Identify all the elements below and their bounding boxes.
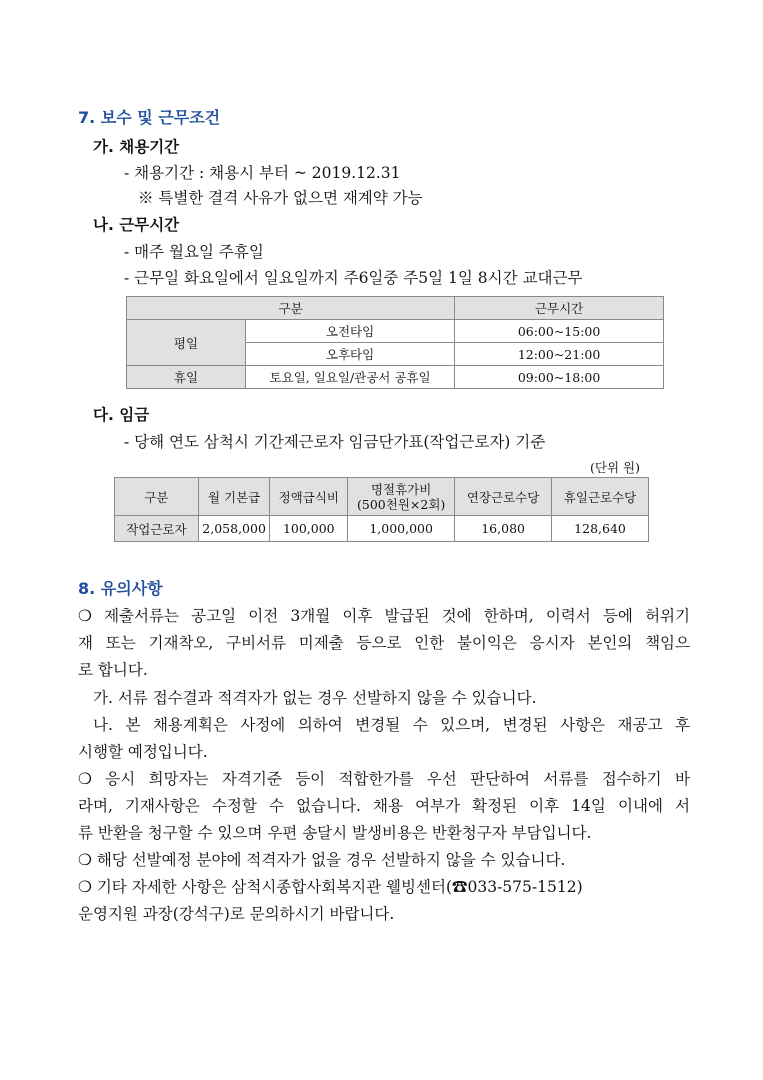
contract-note: ※ 특별한 결격 사유가 없으면 재계약 가능 [138, 189, 423, 207]
wage-row-label: 작업근로자 [115, 516, 199, 542]
work-hours-table [126, 296, 664, 389]
work-days-line: - 근무일 화요일에서 일요일까지 주6일중 주5일 1일 8시간 교대근무 [124, 269, 583, 287]
wage-table [114, 477, 649, 542]
notice-para-4: 라며, 기재사항은 수정할 수 없습니다. 채용 여부가 확정된 이후 14일 이내에 서 [78, 797, 690, 815]
notice-para-2: 가. 서류 접수결과 적격자가 없는 경우 선발하지 않을 수 있습니다. [93, 689, 537, 707]
wage-basis-line: - 당해 연도 삼척시 기간제근로자 임금단가표(작업근로자) 기준 [124, 433, 546, 451]
wage-header: 휴일근로수당 [552, 478, 649, 516]
notice-para-3: 시행할 예정입니다. [78, 743, 208, 761]
employment-period: - 채용기간 : 채용시 부터 ~ 2019.12.31 [124, 164, 401, 182]
wage-header: 월 기본급 [198, 478, 270, 516]
weekday-cell: 평일 [127, 320, 246, 366]
subsection-da-title: 다. 임금 [93, 406, 150, 424]
section-8-title: 8. 유의사항 [78, 579, 163, 598]
holiday-desc-cell: 토요일, 일요일/관공서 공휴일 [245, 366, 454, 389]
notice-para-6: ❍ 기타 자세한 사항은 삼척시종합사회복지관 웰빙센터(☎033-575-1512) [78, 878, 583, 896]
notice-para-1: 재 또는 기재착오, 구비서류 미제출 등으로 인한 불이익은 응시자 본인의 책임으 [78, 634, 690, 652]
table-header-type: 구분 [127, 297, 455, 320]
wage-cell: 16,080 [455, 516, 552, 542]
morning-shift-cell: 오전타임 [245, 320, 454, 343]
wage-header: 연장근로수당 [455, 478, 552, 516]
notice-para-4: ❍ 응시 희망자는 자격기준 등이 적합한가를 우선 판단하여 서류를 접수하기 바 [78, 770, 690, 788]
notice-para-3: 나. 본 채용계획은 사정에 의하여 변경될 수 있으며, 변경된 사항은 재공고 후 [93, 716, 690, 734]
wage-header: 정액급식비 [270, 478, 348, 516]
notice-para-6: 운영지원 과장(강석구)로 문의하시기 바랍니다. [78, 905, 395, 923]
wage-header: 구분 [115, 478, 199, 516]
notice-para-1: ❍ 제출서류는 공고일 이전 3개월 이후 발급된 것에 한하며, 이력서 등에 허위기 [78, 607, 690, 625]
wage-cell: 2,058,000 [198, 516, 270, 542]
table-header-time: 근무시간 [455, 297, 664, 320]
holiday-cell: 휴일 [127, 366, 246, 389]
afternoon-shift-cell: 오후타임 [245, 343, 454, 366]
unit-label: (단위 원) [590, 460, 640, 475]
subsection-ga-title: 가. 채용기간 [93, 138, 180, 156]
weekly-holiday-line: - 매주 월요일 주휴일 [124, 243, 264, 261]
notice-para-1: 로 합니다. [78, 661, 148, 679]
wage-cell: 1,000,000 [348, 516, 455, 542]
notice-para-4: 류 반환을 청구할 수 있으며 우편 송달시 발생비용은 반환청구자 부담입니다. [78, 824, 592, 842]
holiday-time-cell: 09:00~18:00 [455, 366, 664, 389]
section-7-title: 7. 보수 및 근무조건 [78, 108, 221, 127]
afternoon-time-cell: 12:00~21:00 [455, 343, 664, 366]
subsection-na-title: 나. 근무시간 [93, 216, 180, 234]
morning-time-cell: 06:00~15:00 [455, 320, 664, 343]
wage-header: 명절휴가비 (500천원×2회) [348, 478, 455, 516]
wage-cell: 100,000 [270, 516, 348, 542]
notice-para-5: ❍ 해당 선발예정 분야에 적격자가 없을 경우 선발하지 않을 수 있습니다. [78, 851, 566, 869]
wage-cell: 128,640 [552, 516, 649, 542]
